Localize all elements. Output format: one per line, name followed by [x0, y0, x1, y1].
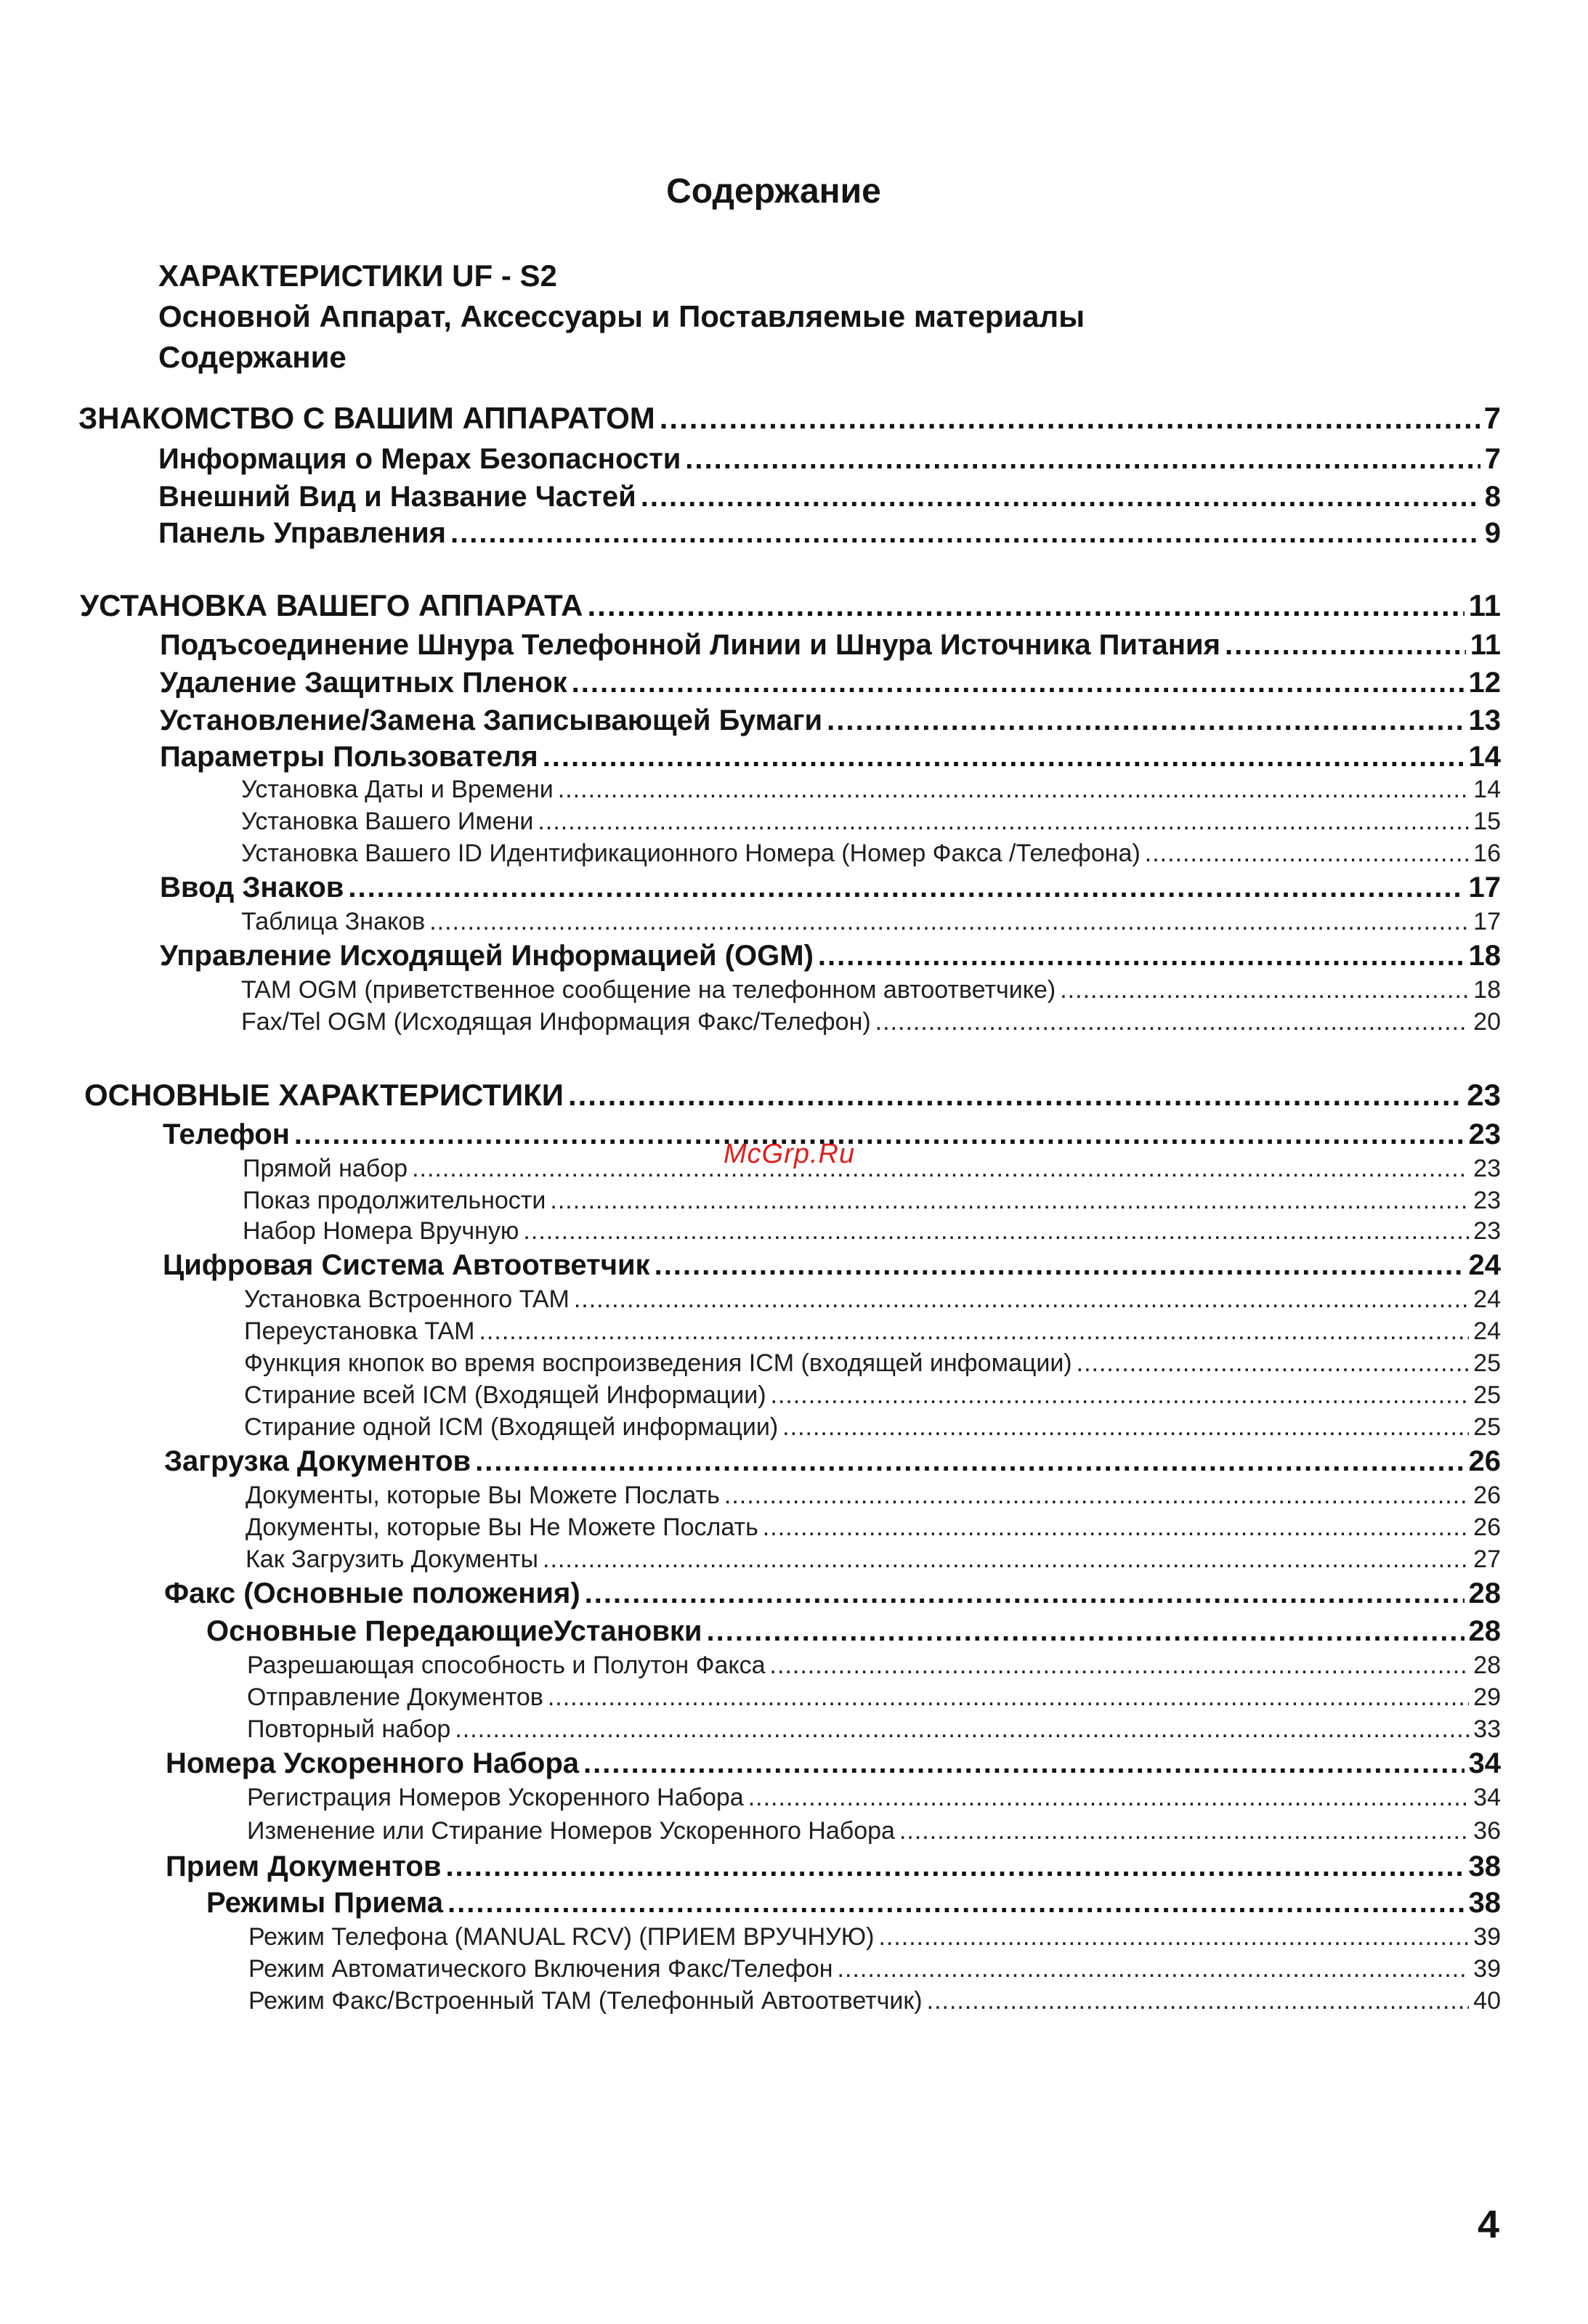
toc-page: 26	[1473, 1514, 1501, 1541]
toc-heading[interactable]	[158, 481, 1501, 513]
toc-heading[interactable]	[160, 871, 1501, 904]
toc-label: Внешний Вид и Название Частей	[158, 481, 636, 513]
toc-label: Управление Исходящей Информацией (OGM)	[160, 940, 814, 972]
toc-page: 23	[1473, 1187, 1501, 1214]
toc-label: Телефон	[163, 1118, 290, 1150]
toc-label: TAM OGM (приветственное сообщение на телефонном автоответчике)	[241, 976, 1056, 1004]
toc-label: Отправление Документов	[247, 1683, 543, 1711]
toc-item[interactable]	[241, 776, 1501, 804]
toc-item[interactable]	[244, 1413, 1501, 1442]
toc-heading[interactable]	[160, 629, 1501, 662]
toc-page: 14	[1473, 776, 1501, 803]
toc-page: 33	[1473, 1715, 1501, 1743]
toc-item[interactable]	[241, 908, 1501, 936]
toc-page: 18	[1468, 940, 1501, 972]
toc-label: Прямой набор	[243, 1155, 408, 1182]
toc-page: 9	[1484, 517, 1501, 549]
toc-page: 25	[1473, 1381, 1501, 1409]
toc-item[interactable]	[241, 808, 1501, 836]
toc-page: 13	[1468, 704, 1501, 736]
toc-item[interactable]	[244, 1349, 1501, 1378]
toc-label: Информация о Мерах Безопасности	[158, 443, 681, 475]
toc-leader	[838, 1955, 1470, 1983]
toc-page: 27	[1473, 1545, 1501, 1573]
toc-leader	[523, 1217, 1469, 1246]
toc-leader	[445, 1850, 1464, 1883]
toc-heading[interactable]	[158, 517, 1501, 550]
toc-label: Режим Телефона (MANUAL RCV) (ПРИЕМ ВРУЧНУЮ)	[248, 1923, 875, 1951]
toc-leader	[707, 1615, 1465, 1648]
toc-leader	[455, 1715, 1469, 1744]
toc-leader	[818, 940, 1465, 972]
toc-page: 24	[1468, 1249, 1501, 1281]
toc-label: Установление/Замена Записывающей Бумаги	[160, 704, 823, 736]
intro-line: Основной Аппарат, Аксессуары и Поставляемые материалы	[158, 299, 1085, 333]
toc-heading[interactable]	[160, 940, 1501, 972]
toc-leader	[763, 1514, 1469, 1542]
toc-label: Подъсоединение Шнура Телефонной Линии и Шнура Источника Питания	[160, 629, 1220, 661]
watermark: McGrp.Ru	[724, 1139, 856, 1169]
toc-label: Удаление Защитных Пленок	[160, 667, 567, 699]
toc-leader	[685, 443, 1480, 476]
toc-heading[interactable]	[163, 1118, 1501, 1151]
toc-item[interactable]	[246, 1514, 1501, 1542]
toc-leader	[412, 1155, 1469, 1183]
toc-label: Загрузка Документов	[164, 1445, 471, 1477]
toc-label: Установка Вашего Имени	[241, 808, 534, 835]
toc-leader	[543, 1545, 1469, 1574]
toc-page: 39	[1473, 1955, 1501, 1983]
intro-line: Содержание	[158, 340, 347, 374]
toc-label: Изменение или Стирание Номеров Ускоренного Набора	[247, 1817, 895, 1845]
toc-page: 26	[1468, 1445, 1501, 1477]
toc-page: 23	[1468, 1118, 1501, 1150]
toc-item[interactable]	[241, 840, 1501, 868]
toc-leader	[748, 1784, 1469, 1812]
toc-page: 28	[1468, 1577, 1501, 1609]
toc-page: 23	[1473, 1155, 1501, 1182]
toc-page: 23	[1473, 1217, 1501, 1245]
toc-heading[interactable]	[206, 1615, 1501, 1648]
toc-label: УСТАНОВКА ВАШЕГО АППАРАТА	[80, 588, 583, 622]
toc-label: Разрешающая способность и Полутон Факса	[247, 1651, 766, 1679]
toc-heading[interactable]	[160, 741, 1501, 773]
toc-label: Fax/Tel OGM (Исходящая Информация Факс/Телефон)	[241, 1008, 871, 1036]
toc-page: 15	[1473, 808, 1501, 835]
page-number: 4	[1478, 2203, 1500, 2246]
toc-item[interactable]	[248, 1987, 1501, 2015]
toc-label: Переустановка TAM	[244, 1317, 475, 1345]
toc-label: Режим Автоматического Включения Факс/Телефон	[248, 1955, 833, 1983]
toc-label: Номера Ускоренного Набора	[166, 1747, 580, 1779]
toc-leader	[1225, 629, 1466, 662]
toc-section[interactable]	[84, 1078, 1501, 1113]
toc-leader	[450, 517, 1480, 550]
toc-page: 34	[1473, 1784, 1501, 1811]
toc-leader	[771, 1381, 1470, 1410]
toc-label: Ввод Знаков	[160, 871, 344, 903]
toc-page: 11	[1468, 588, 1501, 622]
toc-heading[interactable]	[163, 1249, 1501, 1282]
intro-line: ХАРАКТЕРИСТИКИ UF - S2	[158, 259, 557, 293]
toc-leader	[558, 776, 1469, 804]
toc-leader	[538, 808, 1469, 836]
toc-page: 17	[1468, 871, 1501, 903]
toc-item[interactable]	[248, 1955, 1501, 1983]
toc-item[interactable]	[246, 1545, 1501, 1574]
toc-leader	[1060, 976, 1469, 1004]
toc-item[interactable]	[247, 1817, 1501, 1845]
toc-item[interactable]	[243, 1187, 1501, 1215]
toc-page: 34	[1468, 1747, 1501, 1779]
toc-item[interactable]	[247, 1683, 1501, 1712]
toc-leader	[770, 1651, 1470, 1680]
toc-leader	[655, 1249, 1465, 1282]
toc-heading[interactable]	[164, 1577, 1501, 1610]
toc-label: Панель Управления	[158, 517, 446, 549]
toc-item[interactable]	[243, 1217, 1501, 1246]
toc-heading[interactable]	[160, 704, 1501, 737]
toc-item[interactable]	[246, 1482, 1501, 1510]
toc-label: Режим Факс/Встроенный TAM (Телефонный Автоответчик)	[248, 1987, 923, 2015]
toc-leader	[724, 1482, 1469, 1510]
toc-heading[interactable]	[166, 1850, 1501, 1883]
toc-leader	[899, 1817, 1469, 1845]
toc-page: 26	[1473, 1482, 1501, 1509]
toc-label: Параметры Пользователя	[160, 741, 538, 773]
toc-leader	[548, 1683, 1469, 1712]
toc-item[interactable]	[248, 1923, 1501, 1951]
toc-leader	[475, 1445, 1464, 1478]
toc-page: 23	[1467, 1078, 1501, 1112]
toc-label: Таблица Знаков	[241, 908, 426, 935]
toc-label: Регистрация Номеров Ускоренного Набора	[247, 1784, 744, 1811]
toc-heading[interactable]	[158, 443, 1501, 476]
toc-item[interactable]	[241, 976, 1501, 1004]
toc-page: 14	[1468, 741, 1501, 773]
toc-page: 25	[1473, 1349, 1501, 1377]
toc-leader	[782, 1413, 1469, 1442]
toc-page: 20	[1473, 1008, 1501, 1036]
toc-leader	[568, 1078, 1462, 1113]
toc-item[interactable]	[244, 1381, 1501, 1410]
toc-label: Прием Документов	[166, 1850, 442, 1882]
toc-page: 24	[1473, 1285, 1501, 1313]
toc-item[interactable]	[247, 1715, 1501, 1744]
toc-page: 29	[1473, 1683, 1501, 1711]
toc-page: 17	[1473, 908, 1501, 935]
toc-section[interactable]	[78, 401, 1501, 436]
toc-page: 28	[1473, 1651, 1501, 1679]
toc-page: 28	[1468, 1615, 1501, 1647]
toc-item[interactable]	[247, 1651, 1501, 1680]
toc-item[interactable]	[247, 1784, 1501, 1812]
toc-label: Установка Вашего ID Идентификационного Номера (Номер Факса /Телефона)	[241, 840, 1141, 867]
toc-label: Набор Номера Вручную	[243, 1217, 519, 1245]
toc-leader	[660, 401, 1480, 436]
toc-page: 7	[1484, 443, 1501, 475]
toc-page: 39	[1473, 1923, 1501, 1951]
toc-leader	[1077, 1349, 1470, 1378]
toc-label: Как Загрузить Документы	[246, 1545, 538, 1573]
toc-label: Факс (Основные положения)	[164, 1577, 580, 1609]
toc-page: 24	[1473, 1317, 1501, 1345]
toc-leader	[588, 588, 1465, 623]
toc-label: ЗНАКОМСТВО С ВАШИМ АППАРАТОМ	[78, 401, 655, 435]
toc-heading[interactable]	[206, 1887, 1501, 1919]
toc-page: 12	[1468, 667, 1501, 699]
toc-item[interactable]	[244, 1317, 1501, 1346]
toc-page: 7	[1483, 401, 1501, 435]
toc-label: ОСНОВНЫЕ ХАРАКТЕРИСТИКИ	[84, 1078, 564, 1112]
toc-page: 18	[1473, 976, 1501, 1004]
toc-label: Документы, которые Вы Не Можете Послать	[246, 1514, 758, 1541]
toc-label: Показ продолжительности	[243, 1187, 546, 1214]
page-title: Содержание	[666, 172, 881, 211]
toc-item[interactable]	[241, 1008, 1501, 1036]
toc-leader	[572, 667, 1465, 699]
toc-leader	[927, 1987, 1470, 2015]
toc-leader	[479, 1317, 1469, 1346]
toc-label: Установка Даты и Времени	[241, 776, 554, 803]
toc-label: Функция кнопок во время воспроизведения ICM (входящей инфомации)	[244, 1349, 1072, 1377]
toc-label: Установка Встроенного TAM	[244, 1285, 570, 1313]
toc-leader	[641, 481, 1480, 513]
toc-leader	[574, 1285, 1469, 1314]
toc-page: 11	[1470, 629, 1501, 661]
toc-page: 25	[1473, 1413, 1501, 1441]
toc-page: 38	[1468, 1850, 1501, 1882]
toc-page: 36	[1473, 1817, 1501, 1845]
toc-leader	[447, 1887, 1464, 1919]
toc-heading[interactable]	[166, 1747, 1501, 1780]
toc-label: Основные ПередающиеУстановки	[206, 1615, 702, 1647]
toc-page: 8	[1484, 481, 1501, 513]
toc-label: Стирание одной ICM (Входящей информации)	[244, 1413, 779, 1441]
toc-heading[interactable]	[164, 1445, 1501, 1478]
toc-page: 16	[1473, 840, 1501, 867]
toc-leader	[348, 871, 1464, 904]
toc-item[interactable]	[244, 1285, 1501, 1314]
toc-label: Документы, которые Вы Можете Послать	[246, 1482, 720, 1509]
toc-leader	[543, 741, 1465, 773]
toc-heading[interactable]	[160, 667, 1501, 699]
toc-item[interactable]	[243, 1155, 1501, 1183]
toc-leader	[550, 1187, 1469, 1215]
toc-leader	[1145, 840, 1469, 868]
toc-leader	[583, 1747, 1464, 1780]
toc-leader	[585, 1577, 1465, 1610]
toc-leader	[875, 1008, 1470, 1036]
toc-leader	[294, 1118, 1465, 1151]
toc-label: Повторный набор	[247, 1715, 451, 1743]
toc-page: 40	[1473, 1987, 1501, 2015]
toc-label: Режимы Приема	[206, 1887, 444, 1919]
toc-page: 38	[1468, 1887, 1501, 1919]
toc-label: Стирание всей ICM (Входящей Информации)	[244, 1381, 766, 1409]
toc-leader	[827, 704, 1464, 737]
toc-section[interactable]	[80, 588, 1501, 623]
toc-leader	[878, 1923, 1469, 1951]
toc-label: Цифровая Система Автоответчик	[163, 1249, 650, 1281]
toc-leader	[429, 908, 1469, 936]
